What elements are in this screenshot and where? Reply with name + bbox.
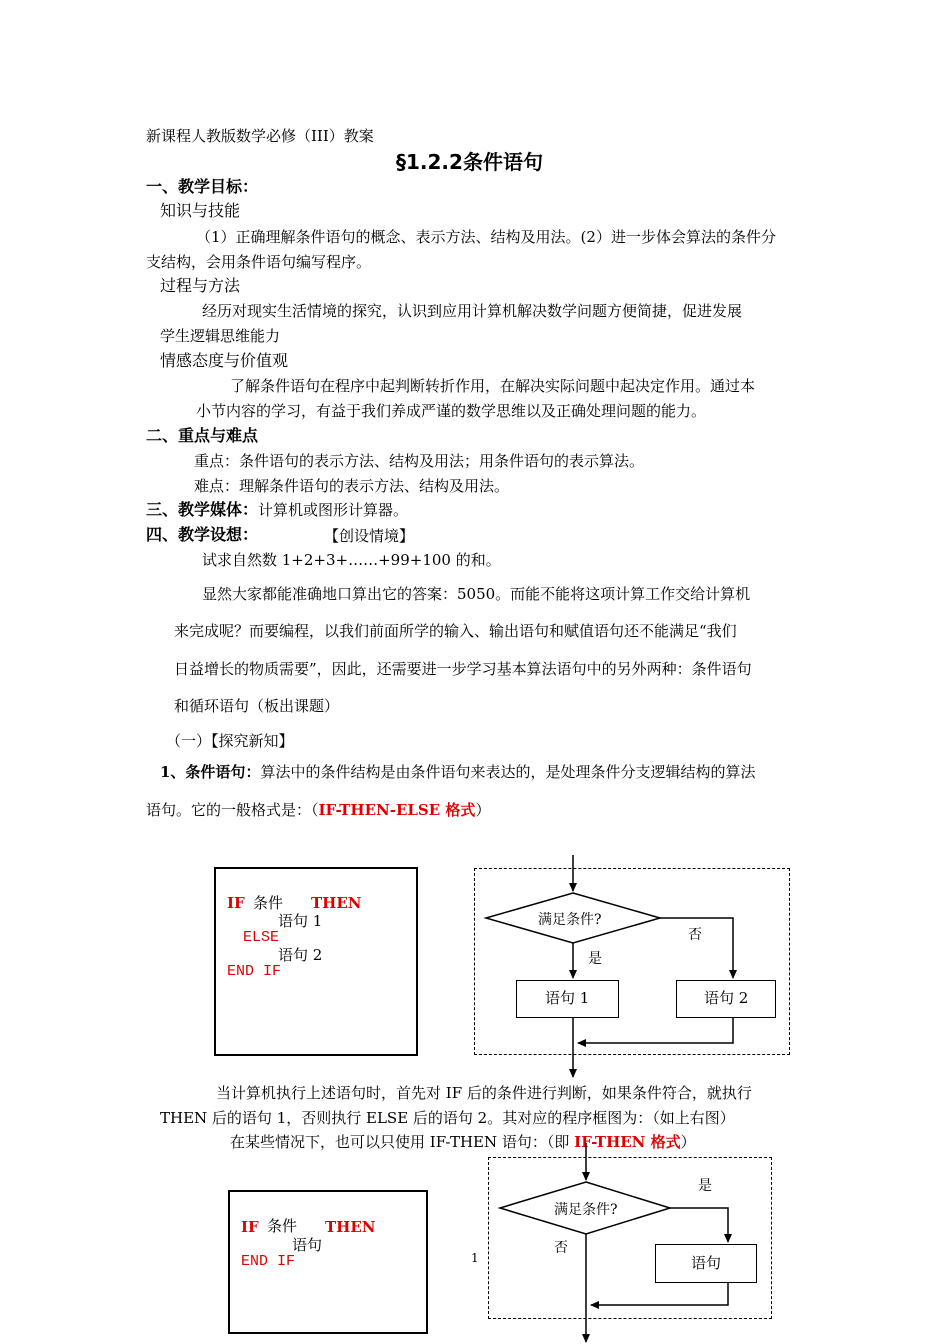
page-title: §1.2.2条件语句: [396, 150, 543, 174]
flowchart2-yes-label: 是: [698, 1178, 712, 1194]
flowchart1-stmt1-label: 语句 1: [545, 989, 590, 1007]
sec3-heading: 三、教学媒体：: [146, 500, 259, 519]
code1-condition: 条件: [253, 894, 284, 912]
flowchart1-no-label: 否: [688, 927, 702, 943]
ifthenelse-format-label: IF-THEN-ELSE 格式: [318, 801, 476, 819]
explain-line1: 当计算机执行上述语句时，首先对 IF 后的条件进行判断，如果条件符合，就执行: [216, 1084, 752, 1102]
sec4-p2: 来完成呢？而要编程，以我们前面所学的输入、输出语句和赋值语句还不能满足“我们: [174, 622, 737, 640]
code1-if: IF: [227, 894, 245, 912]
sec1-heading: 一、教学目标：: [146, 177, 259, 196]
process-line2: 学生逻辑思维能力: [160, 327, 281, 345]
code1-stmt1: 语句 1: [278, 912, 323, 930]
difficult-point: 难点：理解条件语句的表示方法、结构及用法。: [194, 477, 510, 495]
flowchart2-stmt-label: 语句: [691, 1254, 722, 1272]
code2-then: THEN: [325, 1218, 376, 1236]
sec4-heading: 四、教学设想：: [146, 525, 259, 544]
sec4-p1: 显然大家都能准确地口算出它的答案：5050。而能不能将这项计算工作交给计算机: [202, 585, 751, 603]
code1-else: ELSE: [243, 929, 280, 946]
emotion-line1: 了解条件语句在程序中起判断转折作用，在解决实际问题中起决定作用。通过本: [230, 377, 756, 395]
knowledge-line1: （1）正确理解条件语句的概念、表示方法、结构及用法。(2）进一步体会算法的条件分: [196, 228, 776, 246]
definition-text: 算法中的条件结构是由条件语句来表达的，是处理条件分支逻辑结构的算法: [260, 763, 756, 781]
ifthen-format-label: IF-THEN 格式: [574, 1133, 681, 1151]
explore-heading: （一）【探究新知】: [166, 732, 294, 750]
definition-label: 1、条件语句：: [160, 763, 261, 781]
code2-condition: 条件: [267, 1217, 298, 1235]
flowchart1-yes-label: 是: [588, 951, 602, 967]
page-number: 1: [471, 1251, 479, 1265]
code1-stmt2: 语句 2: [278, 946, 323, 964]
code1-endif: END IF: [227, 963, 282, 980]
process-label: 过程与方法: [160, 276, 241, 295]
explain-line2: THEN 后的语句 1，否则执行 ELSE 后的语句 2。其对应的程序框图为：（如上右图）: [160, 1109, 735, 1127]
flowchart1-decision-label: 满足条件?: [538, 912, 602, 928]
definition-line2-pre: 语句。它的一般格式是：（: [146, 801, 319, 819]
code2-stmt: 语句: [292, 1236, 323, 1254]
flowchart1-stmt2-label: 语句 2: [704, 989, 749, 1007]
sec4-p4: 和循环语句（板出课题）: [174, 697, 340, 715]
knowledge-label: 知识与技能: [160, 201, 241, 220]
emotion-label: 情感态度与价值观: [160, 351, 289, 370]
key-point: 重点：条件语句的表示方法、结构及用法；用条件语句的表示算法。: [194, 452, 645, 470]
flowchart2-no-label: 否: [554, 1240, 568, 1256]
code1-then: THEN: [311, 894, 362, 912]
sec4-tag: 【创设情境】: [324, 527, 415, 545]
sec4-p3: 日益增长的物质需要”，因此，还需要进一步学习基本算法语句中的另外两种：条件语句: [174, 660, 752, 678]
explain-line3-post: ）: [680, 1133, 696, 1151]
process-line1: 经历对现实生活情境的探究，认识到应用计算机解决数学问题方便简捷，促进发展: [202, 302, 743, 320]
flowchart2-decision-label: 满足条件?: [554, 1202, 618, 1218]
explain-line3-pre: 在某些情况下，也可以只使用 IF-THEN 语句：（即: [230, 1133, 575, 1151]
code2-if: IF: [241, 1218, 259, 1236]
header-text: 新课程人教版数学必修（III）教案: [146, 127, 374, 145]
code2-endif: END IF: [241, 1253, 296, 1270]
sec2-heading: 二、重点与难点: [146, 426, 259, 445]
knowledge-line2: 支结构，会用条件语句编写程序。: [146, 253, 372, 271]
sec3-text: 计算机或图形计算器。: [258, 501, 409, 519]
sec4-question: 试求自然数 1+2+3+……+99+100 的和。: [202, 551, 501, 569]
emotion-line2: 小节内容的学习，有益于我们养成严谨的数学思维以及正确处理问题的能力。: [196, 402, 707, 420]
definition-line2-post: ）: [475, 801, 491, 819]
